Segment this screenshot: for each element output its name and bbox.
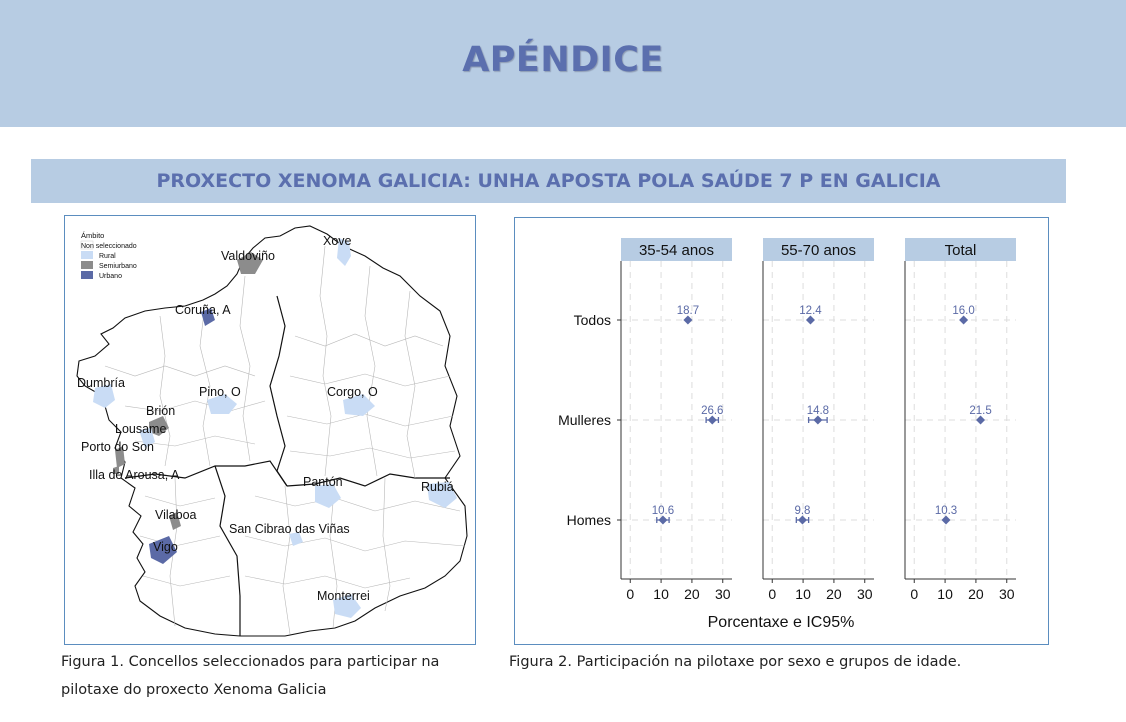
x-tick-label: 20: [968, 586, 984, 602]
panel-strip-label: 55-70 anos: [780, 242, 857, 259]
figure1-caption-line2: pilotaxe do proxecto Xenoma Galicia: [61, 682, 327, 698]
place-label-corgo: Corgo, O: [327, 385, 378, 399]
page-title: APÉNDICE: [462, 40, 664, 80]
legend-label: Urbano: [99, 273, 122, 280]
x-axis-title: Porcentaxe e IC95%: [707, 614, 855, 631]
header-banner: [0, 0, 1126, 127]
x-tick-label: 20: [684, 586, 700, 602]
map-legend: [81, 231, 137, 280]
place-label-rubia: Rubiá: [421, 480, 454, 494]
place-label-vigo: Vigo: [153, 540, 178, 554]
figure1-caption: [61, 648, 481, 704]
data-label: 21.5: [969, 405, 992, 417]
data-label: 18.7: [676, 305, 700, 317]
category-label: Homes: [566, 512, 611, 528]
x-tick-label: 20: [826, 586, 842, 602]
place-label-vilaboa: Vilaboa: [155, 508, 197, 522]
category-label: Mulleres: [558, 412, 611, 428]
category-label: Todos: [573, 312, 611, 328]
place-label-xove: Xove: [323, 234, 352, 248]
place-label-panton: Pantón: [303, 475, 343, 489]
place-label-valdovino: Valdoviño: [221, 249, 275, 263]
data-label: 10.6: [651, 505, 675, 517]
x-tick-label: 10: [795, 586, 811, 602]
place-label-pino: Pino, O: [199, 385, 241, 399]
chart-figure: [514, 217, 1049, 645]
place-label-illa: Illa de Arousa, A: [89, 468, 180, 482]
section-title: PROXECTO XENOMA GALICIA: UNHA APOSTA POLA SAÚDE 7 P EN GALICIA: [156, 170, 941, 192]
place-label-monterrei: Monterrei: [317, 589, 370, 603]
participation-chart: [515, 218, 1048, 644]
place-label-lousame: Lousame: [115, 422, 167, 436]
panel-strip-label: Total: [944, 242, 977, 259]
data-label: 12.4: [799, 305, 822, 317]
panel-strip-label: 35-54 anos: [638, 242, 715, 259]
data-label: 16.0: [952, 305, 975, 317]
x-tick-label: 0: [768, 586, 777, 602]
x-tick-label: 10: [653, 586, 669, 602]
map-figure: [64, 215, 476, 645]
x-tick-label: 0: [910, 586, 919, 602]
x-tick-label: 0: [626, 586, 635, 602]
x-tick-label: 30: [714, 586, 731, 602]
legend-title: Ámbito: [81, 231, 105, 240]
legend-label: Non seleccionado: [81, 243, 137, 250]
place-label-brion: Brión: [146, 404, 176, 418]
legend-label: Rural: [99, 253, 116, 260]
x-tick-label: 30: [998, 586, 1015, 602]
data-label: 14.8: [806, 405, 830, 417]
data-label: 26.6: [701, 405, 724, 417]
place-label-sancibrao: San Cibrao das Viñas: [229, 522, 350, 536]
figure1-caption-line1: Figura 1. Concellos seleccionados para participar na: [61, 654, 440, 670]
section-header: [31, 159, 1066, 203]
place-label-dumbria: Dumbría: [77, 376, 125, 390]
place-label-portodoson: Porto do Son: [81, 440, 154, 454]
place-label-coruna: Coruña, A: [175, 303, 231, 317]
galicia-map: [65, 216, 475, 644]
data-label: 10.3: [934, 505, 958, 517]
x-tick-label: 30: [856, 586, 873, 602]
legend-swatch-rural: [81, 251, 93, 259]
legend-swatch-urban: [81, 271, 93, 279]
data-label: 9.8: [794, 505, 811, 517]
x-tick-label: 10: [937, 586, 953, 602]
legend-swatch-semiurban: [81, 261, 93, 269]
legend-label: Semiurbano: [99, 263, 137, 270]
figure2-caption: Figura 2. Participación na pilotaxe por sexo e grupos de idade.: [509, 654, 962, 670]
